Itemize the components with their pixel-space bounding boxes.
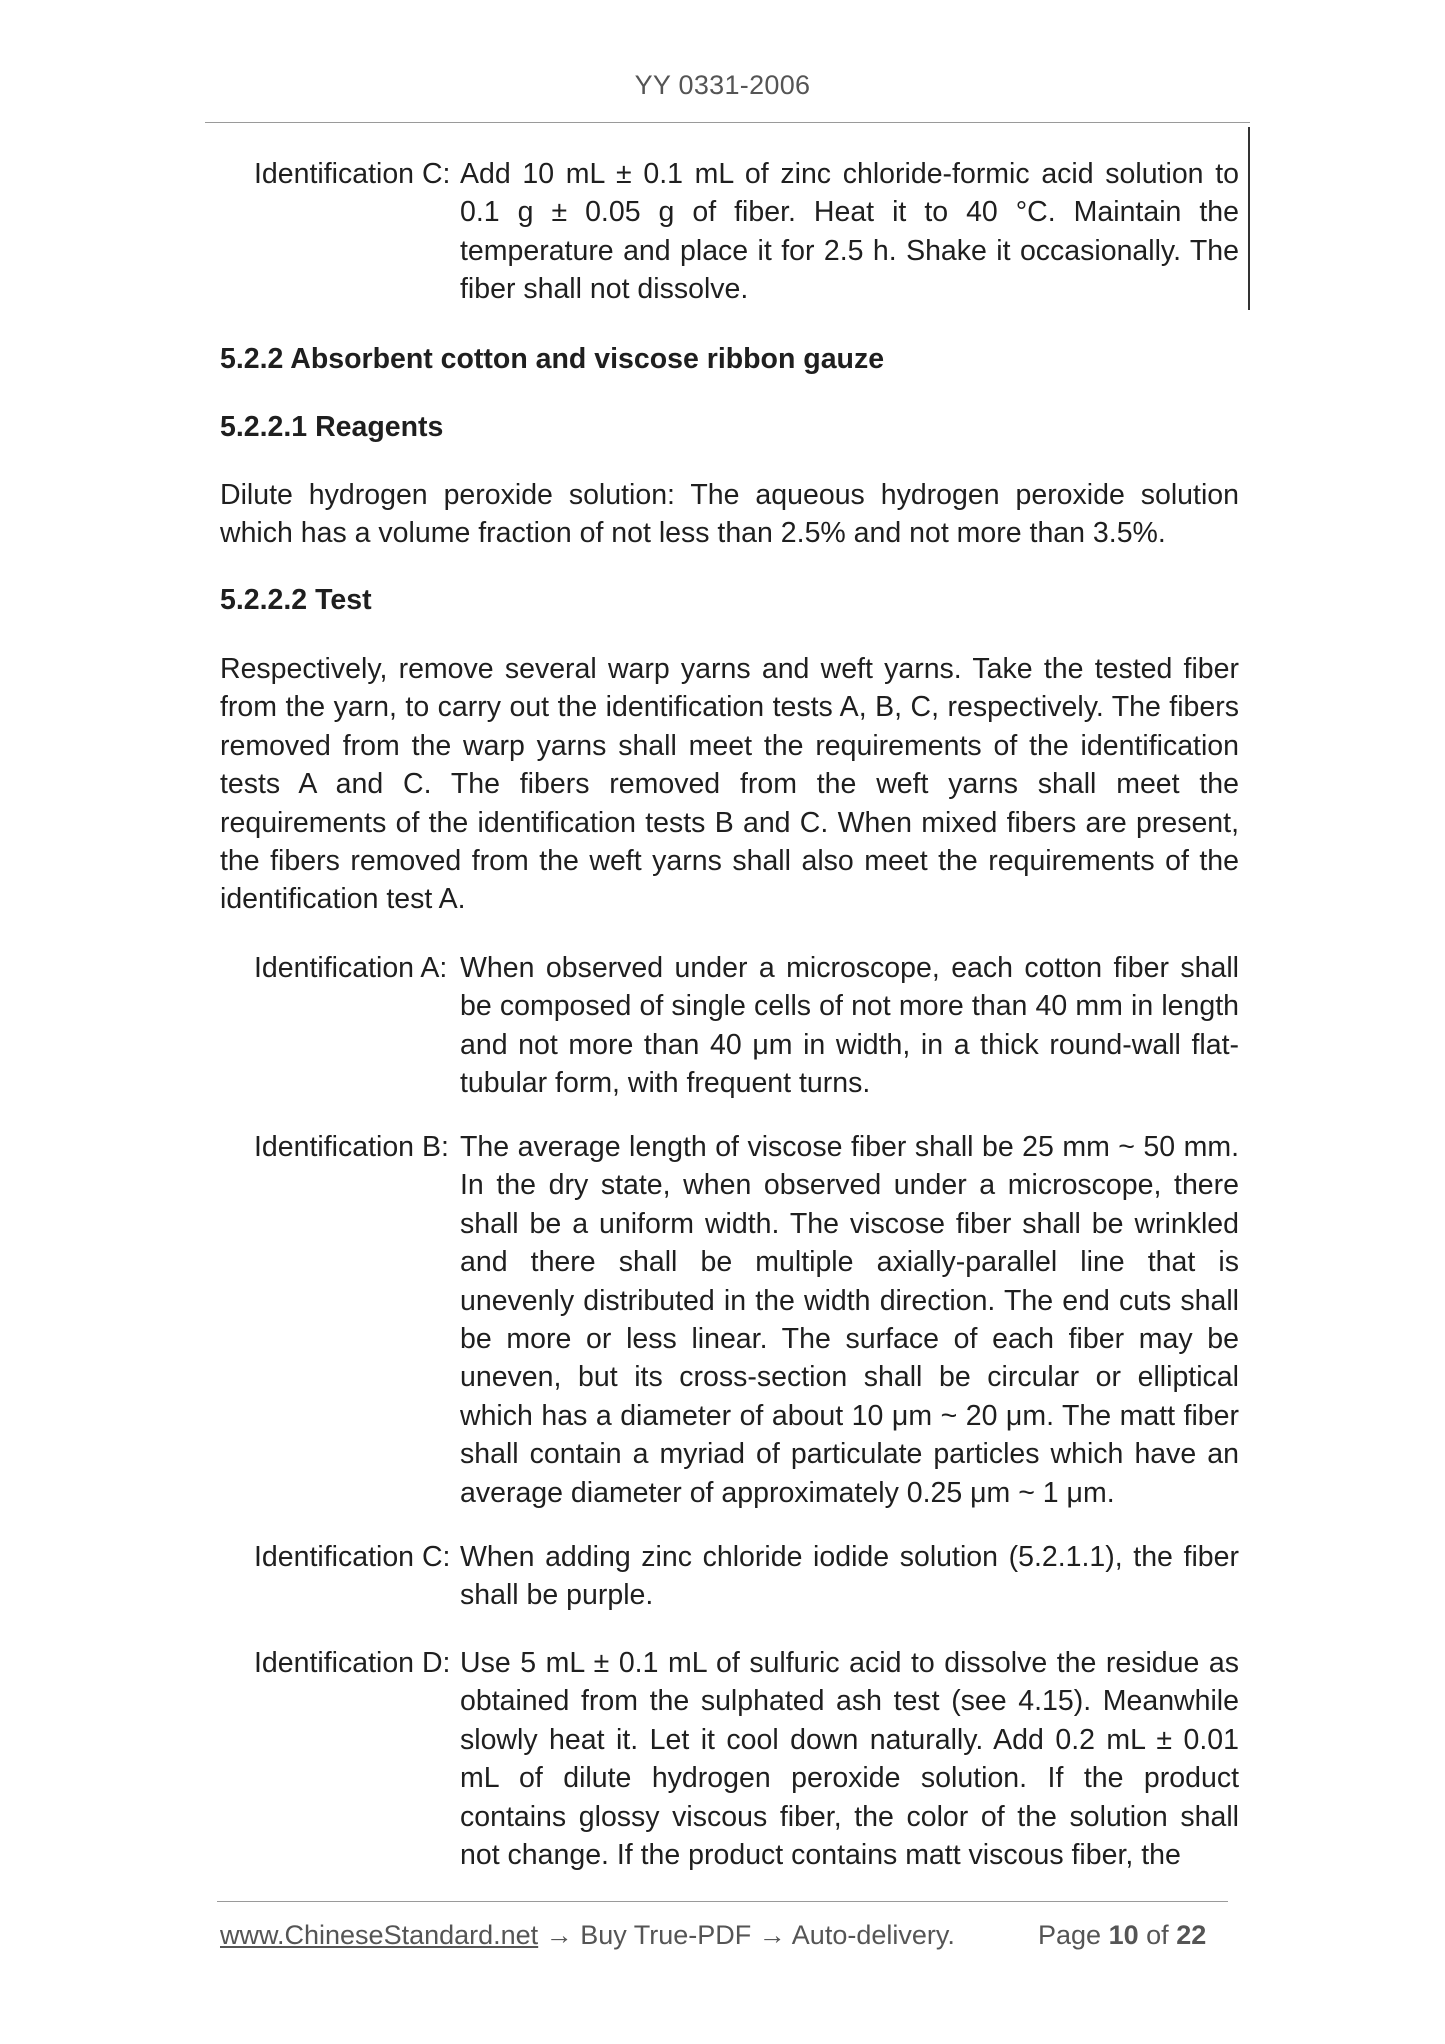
identification-text: When adding zinc chloride iodide solution (5.2.1.1), the fiber shall be purple. xyxy=(460,1541,1239,1612)
test-paragraph: Respectively, remove several warp yarns and weft yarns. Take the tested fiber from the yarn, to carry out the identification tests A, B, C, respectively. The fibers removed from the warp yarns shall meet the requirements of the identification tests A and C. The fibers removed from the weft yarns shall meet the requirements of the identification tests B and C. When mixed fibers are present, the fibers removed from the weft yarns shall also meet the requirements of the identification test A. xyxy=(220,653,1239,916)
of-word: of xyxy=(1146,1920,1169,1950)
website-link[interactable]: www.ChineseStandard.net xyxy=(220,1920,539,1950)
buy-text: Buy True-PDF xyxy=(580,1920,752,1950)
header-divider xyxy=(205,122,1250,123)
section-heading-5-2-2-1: 5.2.2.1 Reagents xyxy=(220,411,444,443)
page-total: 22 xyxy=(1176,1920,1207,1950)
identification-label: Identification C: xyxy=(254,158,451,190)
reagents-paragraph: Dilute hydrogen peroxide solution: The aqueous hydrogen peroxide solution which has a volume fraction of not less than 2.5% and not more than 3.5%. xyxy=(220,479,1239,550)
identification-text: Add 10 mL ± 0.1 mL of zinc chloride-formic acid solution to 0.1 g ± 0.05 g of fiber. Heat it to 40 °C. Maintain the temperature and place it for 2.5 h. Shake it occasionally. The fiber shall not dissolve. xyxy=(460,158,1239,306)
arrow-icon: → xyxy=(545,1920,573,1950)
revision-change-bar xyxy=(1248,127,1250,310)
delivery-text: Auto-delivery. xyxy=(791,1920,955,1950)
identification-text: When observed under a microscope, each cotton fiber shall be composed of single cells of not more than 40 mm in length and not more than 40 μm in width, in a thick round-wall flat-tubular form, with frequent turns. xyxy=(460,952,1239,1100)
identification-d xyxy=(254,1644,1239,1874)
page-indicator xyxy=(1038,1920,1206,1951)
identification-b xyxy=(254,1128,1239,1512)
identification-label: Identification B: xyxy=(254,1131,449,1163)
page-word: Page xyxy=(1038,1920,1102,1950)
identification-label: Identification A: xyxy=(254,952,448,984)
identification-c-top xyxy=(254,155,1239,309)
footer-divider xyxy=(217,1901,1228,1902)
identification-label: Identification D: xyxy=(254,1647,451,1679)
page-number: 10 xyxy=(1108,1920,1139,1950)
document-code-header: YY 0331-2006 xyxy=(634,70,811,100)
identification-text: Use 5 mL ± 0.1 mL of sulfuric acid to dissolve the residue as obtained from the sulphated ash test (see 4.15). Meanwhile slowly heat it. Let it cool down naturally. Add 0.2 mL ± 0.01 mL of dilute hydrogen peroxide solution. If the product contains glossy viscous fiber, the color of the solution shall not change. If the product contains matt viscous fiber, the xyxy=(460,1647,1239,1872)
section-heading-5-2-2: 5.2.2 Absorbent cotton and viscose ribbon gauze xyxy=(220,343,885,375)
identification-c xyxy=(254,1538,1239,1615)
identification-a xyxy=(254,949,1239,1103)
identification-text: The average length of viscose fiber shall be 25 mm ~ 50 mm. In the dry state, when observed under a microscope, there shall be a uniform width. The viscose fiber shall be wrinkled and there shall be multiple axially-parallel line that is unevenly distributed in the width direction. The end cuts shall be more or less linear. The surface of each fiber may be uneven, but its cross-section shall be circular or elliptical which has a diameter of about 10 μm ~ 20 μm. The matt fiber shall contain a myriad of particulate particles which have an average diameter of approximately 0.25 μm ~ 1 μm. xyxy=(460,1131,1239,1509)
footer-promo xyxy=(220,1920,955,1951)
identification-label: Identification C: xyxy=(254,1541,451,1573)
section-heading-5-2-2-2: 5.2.2.2 Test xyxy=(220,584,372,616)
arrow-icon: → xyxy=(758,1920,786,1950)
